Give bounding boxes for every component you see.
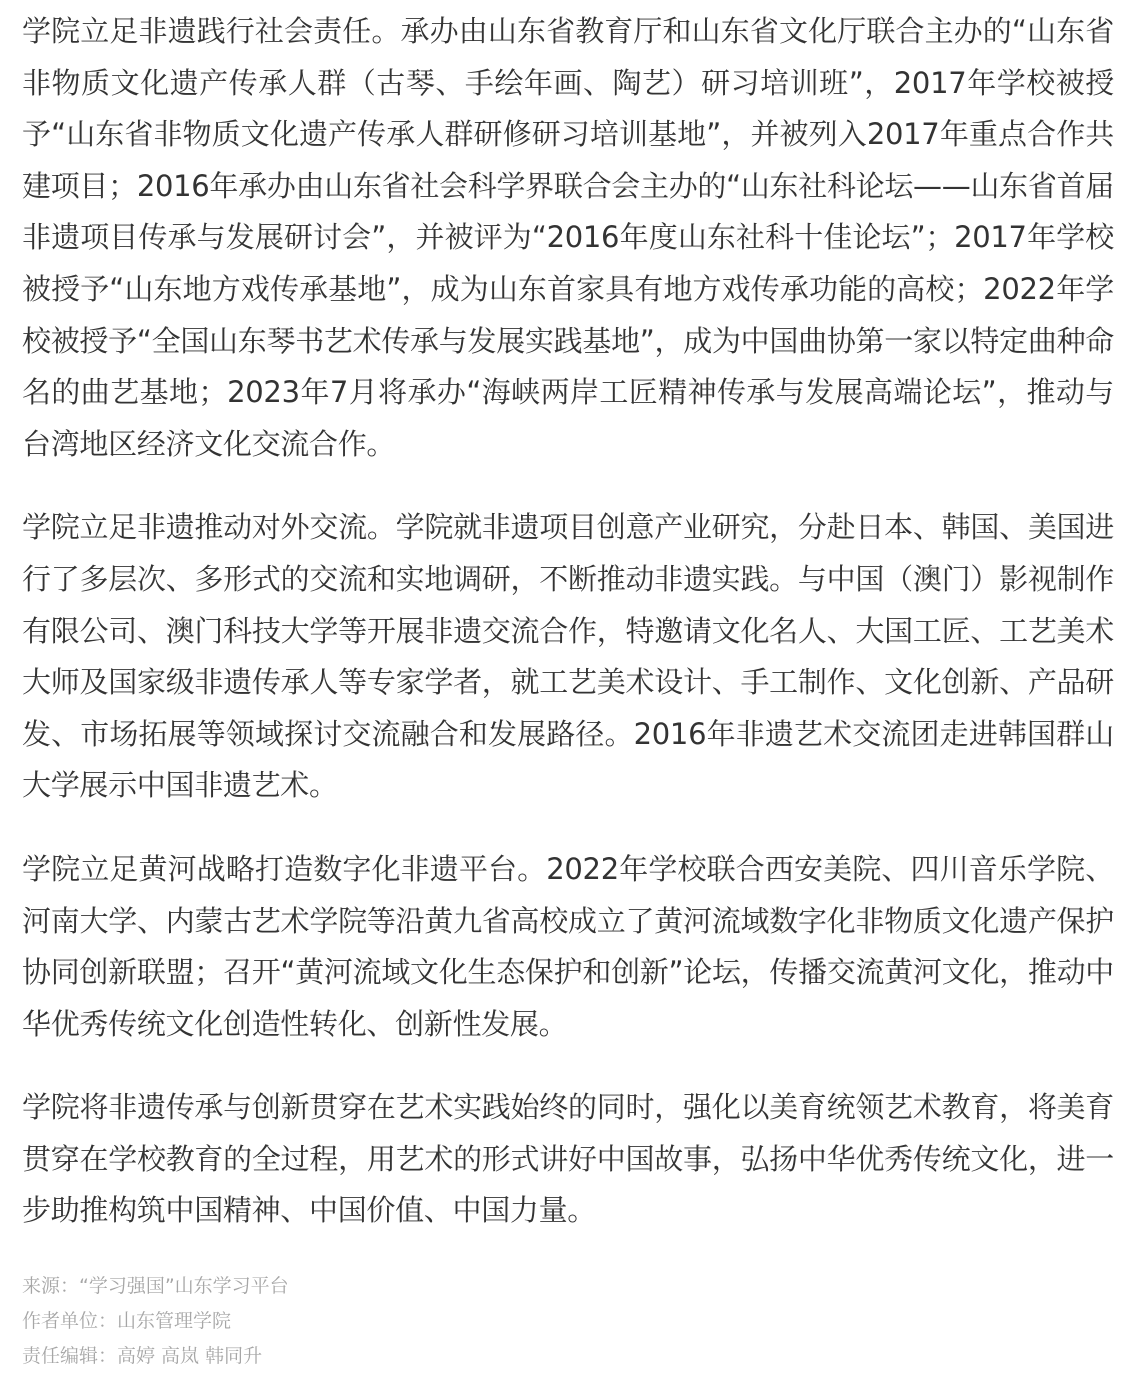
source-line: 来源：“学习强国”山东学习平台 xyxy=(22,1275,289,1298)
paragraph-aesthetic-education: 学院将非遗传承与创新贯穿在艺术实践始终的同时，强化以美育统领艺术教育，将美育贯穿在学校教育的全过程，用艺术的形式讲好中国故事，弘扬中华优秀传统文化，进一步助推构筑中国精神、中国价值、中国力量。 xyxy=(22,1090,1114,1228)
paragraph-yellow-river-platform: 学院立足黄河战略打造数字化非遗平台。2022年学校联合西安美院、四川音乐学院、河南大学、内蒙古艺术学院等沿黄九省高校成立了黄河流域数字化非物质文化遗产保护协同创新联盟；召开“黄河流域文化生态保护和创新”论坛，传播交流黄河文化，推动中华优秀传统文化创造性转化、创新性发展。 xyxy=(22,851,1114,1041)
article-meta xyxy=(22,1269,1114,1374)
paragraph-social-responsibility: 学院立足非遗践行社会责任。承办由山东省教育厅和山东省文化厅联合主办的“山东省非物质文化遗产传承人群（古琴、手绘年画、陶艺）研习培训班”，2017年学校被授予“山东省非物质文化遗产传承人群研修研习培训基地”，并被列入2017年重点合作共建项目；2016年承办由山东省社会科学界联合会主办的“山东社科论坛——山东省首届非遗项目传承与发展研讨会”，并被评为“2016年度山东社科十佳论坛”；2017年学校被授予“山东地方戏传承基地”，成为山东首家具有地方戏传承功能的高校；2022年学校被授予“全国山东琴书艺术传承与发展实践基地”，成为中国曲协第一家以特定曲种命名的曲艺基地；2023年7月将承办“海峡两岸工匠精神传承与发展高端论坛”，推动与台湾地区经济文化交流合作。 xyxy=(22,14,1114,461)
editor-line: 责任编辑：高婷 高岚 韩同升 xyxy=(22,1345,263,1368)
paragraph-foreign-exchange: 学院立足非遗推动对外交流。学院就非遗项目创意产业研究，分赴日本、韩国、美国进行了多层次、多形式的交流和实地调研，不断推动非遗实践。与中国（澳门）影视制作有限公司、澳门科技大学等开展非遗交流合作，特邀请文化名人、大国工匠、工艺美术大师及国家级非遗传承人等专家学者，就工艺美术设计、手工制作、文化创新、产品研发、市场拓展等领域探讨交流融合和发展路径。2016年非遗艺术交流团走进韩国群山大学展示中国非遗艺术。 xyxy=(22,510,1114,803)
author-unit-line: 作者单位：山东管理学院 xyxy=(22,1310,232,1333)
